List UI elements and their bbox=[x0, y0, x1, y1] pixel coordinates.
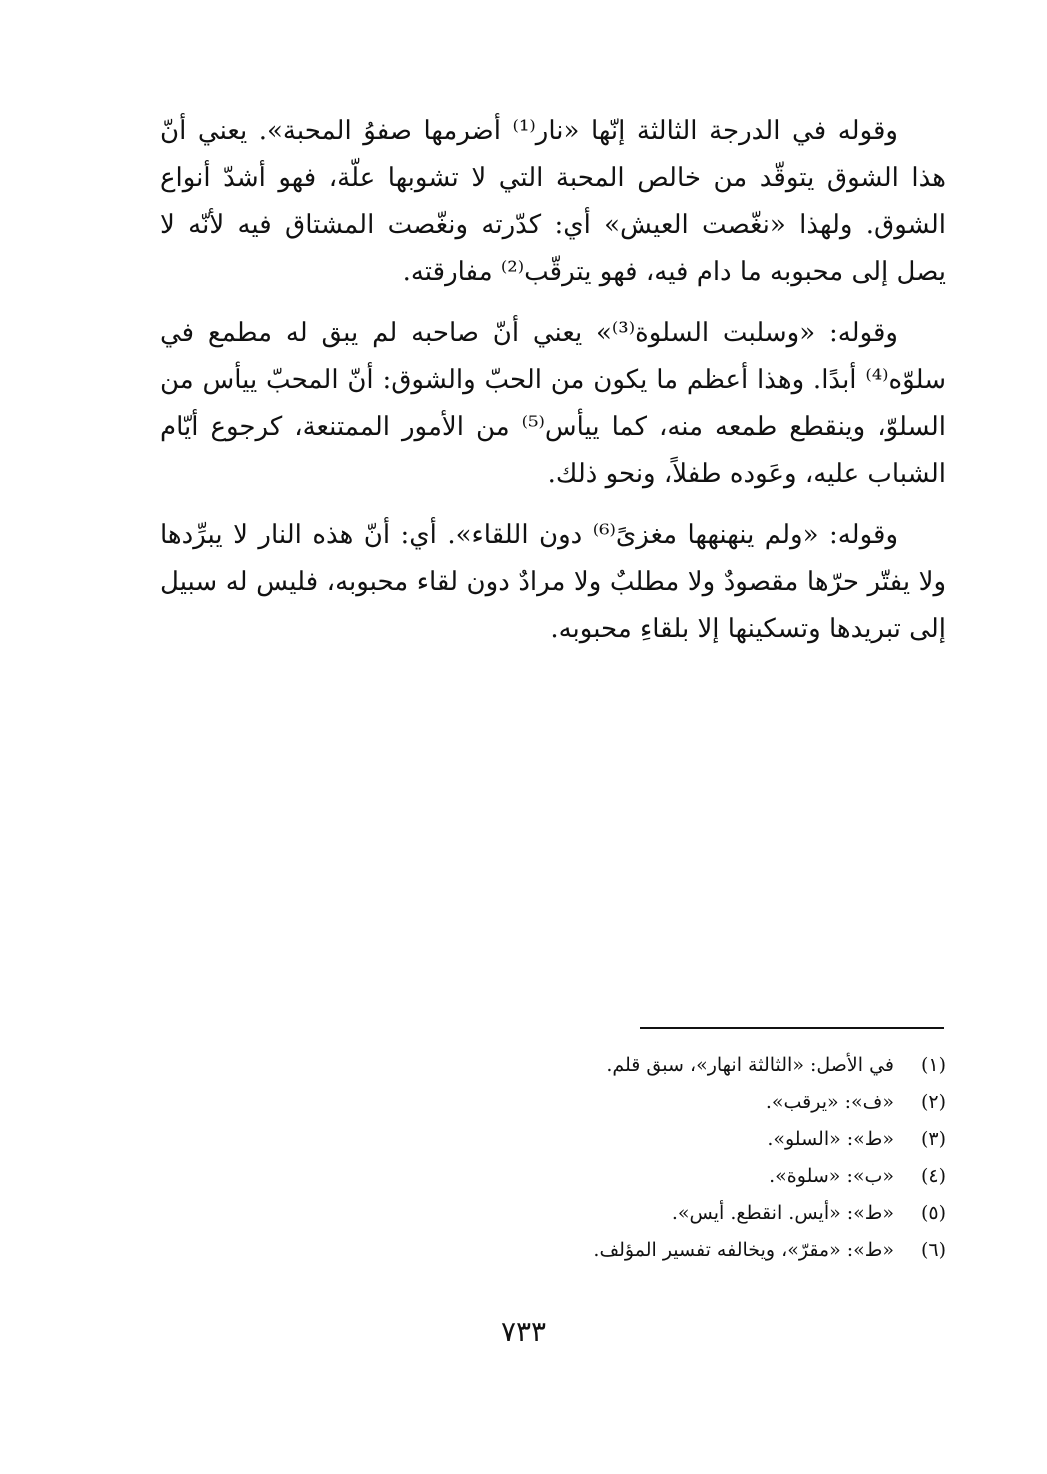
footnote-text: «ط»: «أيس. انقطع. أيس». bbox=[671, 1202, 894, 1224]
footnote-number: (١) bbox=[920, 1054, 946, 1076]
footnote-4 bbox=[160, 1158, 946, 1195]
footnote-3 bbox=[160, 1121, 946, 1158]
footnote-6 bbox=[160, 1232, 946, 1269]
footnote-number: (٦) bbox=[920, 1239, 946, 1261]
footnote-1 bbox=[160, 1047, 946, 1084]
footnote-number: (٢) bbox=[920, 1091, 946, 1113]
footnote-number: (٥) bbox=[920, 1202, 946, 1224]
main-text bbox=[160, 108, 946, 667]
footnote-2 bbox=[160, 1084, 946, 1121]
footnote-text: «ط»: «مقرّ»، ويخالفه تفسير المؤلف. bbox=[593, 1239, 894, 1261]
footnote-text: «ف»: «يرقب». bbox=[765, 1091, 894, 1113]
footnote-number: (٤) bbox=[920, 1165, 946, 1187]
footnote-separator bbox=[640, 1027, 944, 1029]
footnote-text: «ط»: «السلو». bbox=[767, 1128, 894, 1150]
page-number: ٧٣٣ bbox=[500, 1315, 547, 1348]
footnotes bbox=[160, 1047, 946, 1269]
paragraph-1: وقوله في الدرجة الثالثة إنّها «نار⁽¹⁾ أضرمها صفوُ المحبة». يعني أنّ هذا الشوق يتوقّد من خالص المحبة التي لا تشوبها علّة، فهو أشدّ أنواع الشوق. ولهذا «نغّصت العيش» أي: كدّرته ونغّصت المشتاق فيه لأنّه لا يصل إلى محبوبه ما دام فيه، فهو يترقّب⁽²⁾ مفارقته. bbox=[160, 116, 946, 287]
footnote-text: في الأصل: «الثالثة انهار»، سبق قلم. bbox=[606, 1054, 894, 1076]
footnote-number: (٣) bbox=[920, 1128, 946, 1150]
paragraph-3: وقوله: «ولم ينهنهها مغزىً⁽⁶⁾ دون اللقاء». أي: أنّ هذه النار لا يبرِّدها ولا يفتّر حرّها مقصودٌ ولا مطلبٌ ولا مرادٌ دون لقاء محبوبه، فليس له سبيل إلى تبريدها وتسكينها إلا بلقاءِ محبوبه. bbox=[160, 520, 946, 644]
footnote-text: «ب»: «سلوة». bbox=[769, 1165, 894, 1187]
footnote-5 bbox=[160, 1195, 946, 1232]
paragraph-2: وقوله: «وسلبت السلوة⁽³⁾» يعني أنّ صاحبه لم يبق له مطمع في سلوّه⁽⁴⁾ أبدًا. وهذا أعظم ما يكون من الحبّ والشوق: أنّ المحبّ ييأس من السلوّ، وينقطع طمعه منه، كما ييأس⁽⁵⁾ من الأمور الممتنعة، كرجوع أيّام الشباب عليه، وعَوده طفلاً، ونحو ذلك. bbox=[160, 318, 946, 489]
